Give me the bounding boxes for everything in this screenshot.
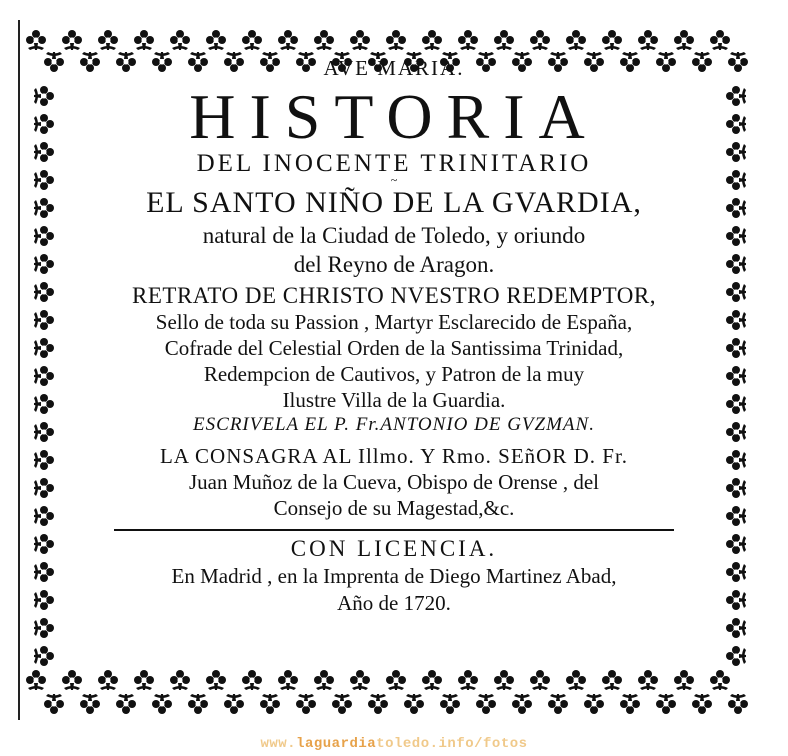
fleuron-ornament (34, 590, 54, 610)
fleuron-ornament (726, 310, 746, 330)
fleuron-ornament (80, 694, 100, 714)
fleuron-ornament (34, 506, 54, 526)
fleuron-ornament (34, 366, 54, 386)
fleuron-ornament (34, 254, 54, 274)
fleuron-ornament (278, 30, 298, 50)
fleuron-ornament (34, 618, 54, 638)
fleuron-ornament (458, 670, 478, 690)
watermark-highlight: laguardia (296, 736, 377, 752)
fleuron-ornament (206, 670, 226, 690)
fleuron-ornament (34, 142, 54, 162)
fleuron-ornament (602, 670, 622, 690)
fleuron-ornament (602, 30, 622, 50)
fleuron-ornament (726, 618, 746, 638)
fleuron-ornament (726, 170, 746, 190)
fleuron-ornament (726, 506, 746, 526)
fleuron-ornament (116, 694, 136, 714)
fleuron-ornament (242, 670, 262, 690)
subtitle-line-1: DEL INOCENTE TRINITARIO (196, 150, 592, 177)
fleuron-ornament (530, 670, 550, 690)
fleuron-ornament (170, 30, 190, 50)
fleuron-ornament (548, 694, 568, 714)
fleuron-ornament (726, 478, 746, 498)
fleuron-ornament (726, 394, 746, 414)
fleuron-ornament (278, 670, 298, 690)
fleuron-ornament (440, 694, 460, 714)
fleuron-ornament (726, 254, 746, 274)
fleuron-ornament (34, 86, 54, 106)
fleuron-ornament (726, 534, 746, 554)
fleuron-ornament (476, 694, 496, 714)
subtitle-line-2: EL SANTO NIÑO DE LA GVARDIA, (146, 186, 642, 219)
fleuron-ornament (44, 52, 64, 72)
subtitle-line-3: natural de la Ciudad de Toledo, y oriundo (202, 223, 586, 248)
fleuron-ornament (62, 670, 82, 690)
author-line: ESCRIVELA EL P. Fr.ANTONIO DE GVZMAN. (193, 414, 595, 435)
fleuron-ornament (710, 30, 730, 50)
fleuron-ornament (620, 694, 640, 714)
fleuron-ornament (726, 450, 746, 470)
fleuron-ornament (566, 30, 586, 50)
fleuron-ornament (224, 694, 244, 714)
fleuron-ornament (726, 226, 746, 246)
fleuron-ornament (726, 198, 746, 218)
subtitle-line-7: Cofrade del Celestial Orden de la Santissima Trinidad, (164, 336, 624, 360)
fleuron-ornament (34, 170, 54, 190)
fleuron-ornament (34, 310, 54, 330)
subtitle-line-4: del Reyno de Aragon. (293, 252, 495, 277)
fleuron-ornament (566, 670, 586, 690)
fleuron-ornament (152, 694, 172, 714)
fleuron-ornament (494, 30, 514, 50)
subtitle-line-5: RETRATO DE CHRISTO NVESTRO REDEMPTOR, (132, 283, 656, 308)
fleuron-ornament (170, 670, 190, 690)
fleuron-ornament (350, 670, 370, 690)
fleuron-ornament (656, 694, 676, 714)
fleuron-ornament (34, 114, 54, 134)
fleuron-ornament (34, 394, 54, 414)
fleuron-ornament (530, 30, 550, 50)
fleuron-ornament (422, 30, 442, 50)
fleuron-ornament (34, 450, 54, 470)
fleuron-ornament (726, 86, 746, 106)
fleuron-ornament (314, 670, 334, 690)
fleuron-ornament (728, 52, 748, 72)
fleuron-ornament (726, 562, 746, 582)
header-ave-maria: AVE MARIA. (323, 56, 465, 80)
fleuron-ornament (422, 670, 442, 690)
fleuron-ornament (34, 534, 54, 554)
fleuron-ornament (242, 30, 262, 50)
fleuron-ornament (314, 30, 334, 50)
licence-line: CON LICENCIA. (290, 536, 498, 561)
fleuron-ornament (34, 226, 54, 246)
fleuron-ornament (726, 282, 746, 302)
subtitle-line-9: Ilustre Villa de la Guardia. (282, 388, 506, 412)
fleuron-ornament (638, 30, 658, 50)
watermark-url[interactable] (0, 736, 788, 752)
fleuron-ornament (386, 670, 406, 690)
year-line: Año de 1720. (337, 591, 451, 615)
tilde-ornament: ~ (390, 173, 398, 187)
fleuron-ornament (34, 198, 54, 218)
fleuron-ornament (728, 694, 748, 714)
fleuron-ornament (350, 30, 370, 50)
fleuron-ornament (726, 590, 746, 610)
fleuron-ornament (134, 670, 154, 690)
dedication-line-2: Juan Muñoz de la Cueva, Obispo de Orense , del (189, 470, 599, 494)
watermark-prefix: www. (260, 736, 297, 752)
fleuron-ornament (584, 694, 604, 714)
fleuron-ornament (34, 562, 54, 582)
fleuron-ornament (674, 670, 694, 690)
fleuron-ornament (674, 30, 694, 50)
fleuron-ornament (726, 114, 746, 134)
subtitle-line-6: Sello de toda su Passion , Martyr Esclarecido de España, (155, 310, 633, 334)
dedication-line-1: LA CONSAGRA AL Illmo. Y Rmo. SEñOR D. Fr. (159, 444, 629, 468)
fleuron-ornament (296, 694, 316, 714)
fleuron-ornament (726, 422, 746, 442)
fleuron-ornament (98, 670, 118, 690)
fleuron-ornament (692, 694, 712, 714)
subtitle-line-8: Redempcion de Cautivos, y Patron de la muy (203, 362, 585, 386)
fleuron-ornament (26, 670, 46, 690)
fleuron-ornament (404, 694, 424, 714)
fleuron-ornament (386, 30, 406, 50)
title-block (80, 52, 708, 614)
fleuron-ornament (26, 30, 46, 50)
fleuron-ornament (512, 694, 532, 714)
fleuron-ornament (134, 30, 154, 50)
fleuron-ornament (710, 670, 730, 690)
fleuron-ornament (726, 142, 746, 162)
fleuron-ornament (62, 30, 82, 50)
fleuron-ornament (34, 478, 54, 498)
dedication-line-3: Consejo de su Magestad,&c. (273, 496, 515, 520)
fleuron-ornament (458, 30, 478, 50)
fleuron-ornament (332, 694, 352, 714)
fleuron-ornament (34, 338, 54, 358)
imprint-line: En Madrid , en la Imprenta de Diego Martinez Abad, (171, 564, 617, 588)
fleuron-ornament (368, 694, 388, 714)
watermark-suffix: toledo.info/fotos (376, 736, 528, 752)
fleuron-ornament (494, 670, 514, 690)
main-title: HISTORIA (189, 81, 599, 152)
fleuron-ornament (98, 30, 118, 50)
fleuron-ornament (726, 338, 746, 358)
fleuron-ornament (726, 646, 746, 666)
horizontal-divider (114, 529, 674, 531)
fleuron-ornament (34, 646, 54, 666)
fleuron-ornament (188, 694, 208, 714)
fleuron-ornament (260, 694, 280, 714)
fleuron-ornament (44, 694, 64, 714)
fleuron-ornament (34, 422, 54, 442)
fleuron-ornament (638, 670, 658, 690)
fleuron-ornament (206, 30, 226, 50)
fleuron-ornament (726, 366, 746, 386)
fleuron-ornament (34, 282, 54, 302)
